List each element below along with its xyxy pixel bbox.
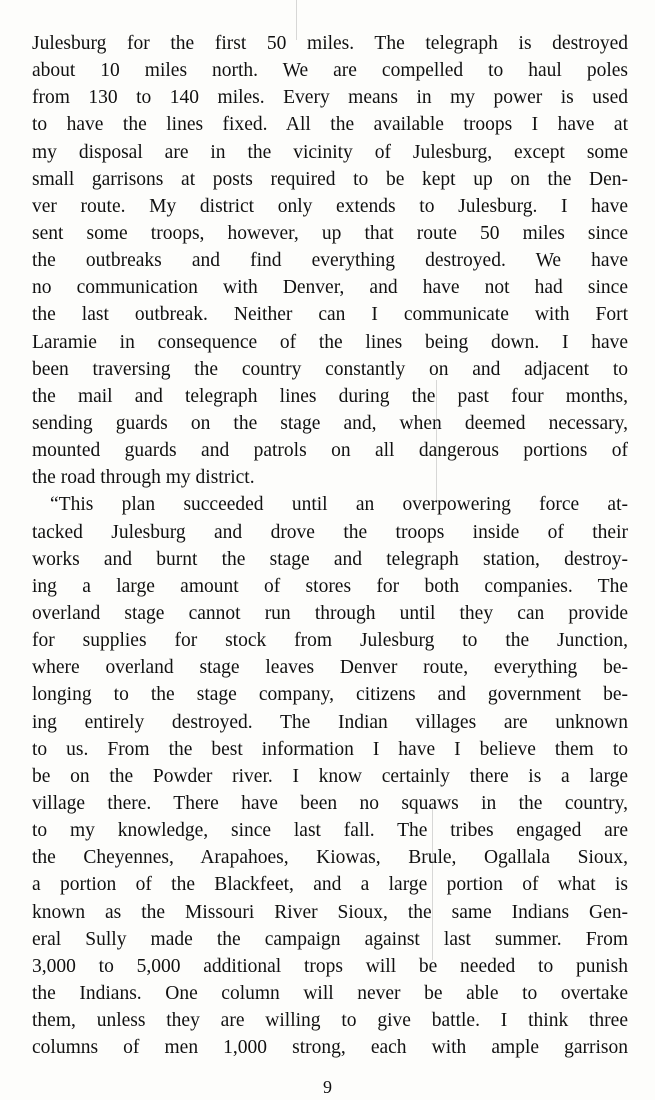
text-line: works and burnt the stage and telegraph station, destroy- <box>32 548 628 570</box>
text-line: from 130 to 140 miles. Every means in my power is used <box>32 87 628 109</box>
text-line: where overland stage leaves Denver route, everything be- <box>32 657 628 679</box>
paragraph-start-line: “This plan succeeded until an overpowering force at- <box>50 494 628 516</box>
text-line: longing to the stage company, citizens and government be- <box>32 684 628 706</box>
body-text <box>32 30 628 1061</box>
text-line: Laramie in consequence of the lines being down. I have <box>32 331 628 353</box>
text-line: eral Sully made the campaign against last summer. From <box>32 928 628 950</box>
text-line: the mail and telegraph lines during the past four months, <box>32 385 628 407</box>
page-number: 9 <box>323 1077 332 1097</box>
text-line: to us. From the best information I have I believe them to <box>32 738 628 760</box>
text-line: the outbreaks and find everything destroyed. We have <box>32 250 628 272</box>
text-line: be on the Powder river. I know certainly there is a large <box>32 765 628 787</box>
text-line: to my knowledge, since last fall. The tribes engaged are <box>32 820 628 842</box>
text-line: known as the Missouri River Sioux, the same Indians Gen- <box>32 901 628 923</box>
text-line: mounted guards and patrols on all dangerous portions of <box>32 440 628 462</box>
paragraph-end-line: the road through my district. <box>32 467 255 489</box>
text-line: small garrisons at posts required to be kept up on the Den- <box>32 168 628 190</box>
text-line: ing entirely destroyed. The Indian villages are unknown <box>32 711 628 733</box>
text-line: ing a large amount of stores for both companies. The <box>32 575 628 597</box>
text-line: been traversing the country constantly on and adjacent to <box>32 358 628 380</box>
text-line: them, unless they are willing to give battle. I think three <box>32 1010 628 1032</box>
text-line: to have the lines fixed. All the available troops I have at <box>32 114 628 136</box>
text-line: village there. There have been no squaws in the country, <box>32 792 628 814</box>
text-line: the Cheyennes, Arapahoes, Kiowas, Brule, Ogallala Sioux, <box>32 847 628 869</box>
text-line: the Indians. One column will never be able to overtake <box>32 982 628 1004</box>
text-line: Julesburg for the first 50 miles. The telegraph is destroyed <box>32 33 628 54</box>
text-line: columns of men 1,000 strong, each with ample garrison <box>32 1037 628 1059</box>
text-line: overland stage cannot run through until they can provide <box>32 602 628 624</box>
text-line: about 10 miles north. We are compelled to haul poles <box>32 60 628 82</box>
text-line: my disposal are in the vicinity of Julesburg, except some <box>32 141 628 163</box>
text-line: ver route. My district only extends to Julesburg. I have <box>32 195 628 217</box>
text-line: the last outbreak. Neither can I communicate with Fort <box>32 304 628 326</box>
text-line: tacked Julesburg and drove the troops inside of their <box>32 521 628 543</box>
text-line: sending guards on the stage and, when deemed necessary, <box>32 412 628 434</box>
text-line: 3,000 to 5,000 additional trops will be needed to punish <box>32 955 628 977</box>
text-line: sent some troops, however, up that route 50 miles since <box>32 222 628 244</box>
text-line: for supplies for stock from Julesburg to the Junction, <box>32 630 628 652</box>
text-line: no communication with Denver, and have not had since <box>32 277 628 299</box>
text-line: a portion of the Blackfeet, and a large portion of what is <box>32 874 628 896</box>
